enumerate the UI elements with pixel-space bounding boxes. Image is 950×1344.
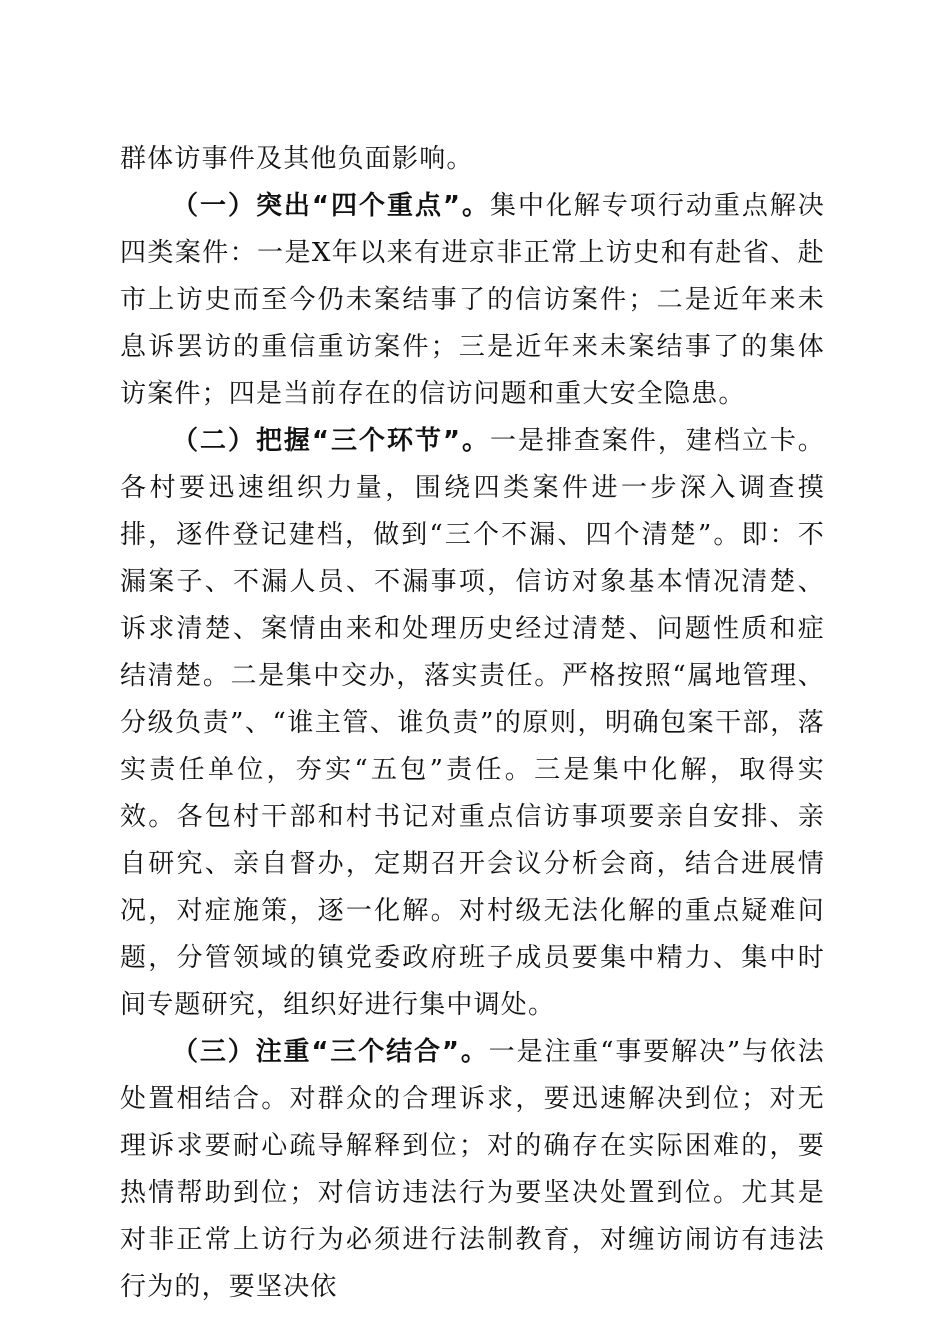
paragraph-section-3 — [120, 1029, 825, 1311]
section-heading: （一）突出“四个重点”。 — [172, 191, 490, 221]
document-page — [120, 136, 825, 1311]
paragraph-text: 一是注重“事要解决”与依法处置相结合。对群众的合理诉求，要迅速解决到位；对无理诉求要耐心疏导解释到位；对的确存在实际困难的，要热情帮助到位；对信访违法行为要坚决处置到位。尤其是对非正常上访行为必须进行法制教育，对缠访闹访有违法行为的，要坚决依 — [120, 1037, 826, 1302]
section-heading: （三）注重“三个结合”。 — [172, 1037, 489, 1067]
paragraph-text: 集中化解专项行动重点解决四类案件：一是X年以来有进京非正常上访史和有赴省、赴市上访史而至今仍未案结事了的信访案件；二是近年来未息诉罢访的重信重访案件；三是近年来未案结事了的集体访案件；四是当前存在的信访问题和重大安全隐患。 — [120, 191, 826, 409]
paragraph-section-2 — [120, 418, 825, 1029]
paragraph-text: 一是排查案件，建档立卡。各村要迅速组织力量，围绕四类案件进一步深入调查摸排，逐件登记建档，做到“三个不漏、四个清楚”。即：不漏案子、不漏人员、不漏事项，信访对象基本情况清楚、诉求清楚、案情由来和处理历史经过清楚、问题性质和症结清楚。二是集中交办，落实责任。严格按照“属地管理、分级负责”、“谁主管、谁负责”的原则，明确包案干部，落实责任单位，夯实“五包”责任。三是集中化解，取得实效。各包村干部和村书记对重点信访事项要亲自安排、亲自研究、亲自督办，定期召开会议分析会商，结合进展情况，对症施策，逐一化解。对村级无法化解的重点疑难问题，分管领域的镇党委政府班子成员要集中精力、集中时间专题研究，组织好进行集中调处。 — [120, 426, 826, 1020]
paragraph-continuation — [120, 136, 825, 183]
paragraph-text: 群体访事件及其他负面影响。 — [120, 144, 474, 174]
section-heading: （二）把握“三个环节”。 — [172, 426, 490, 456]
paragraph-section-1 — [120, 183, 825, 418]
